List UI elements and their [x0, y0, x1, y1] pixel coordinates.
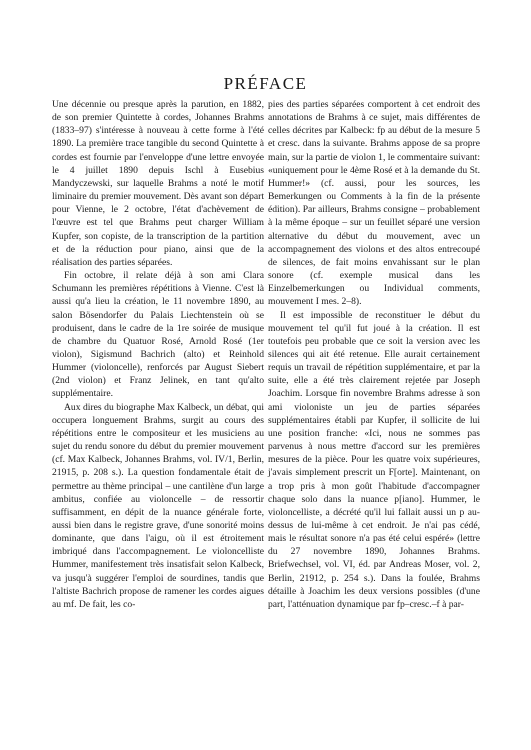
paragraph: Il est impossible de reconstituer le début du mouvement tel qu'il fut joué à la création. Il est toutefois peu probable que ce soit la version avec les silences qui ait été retenue. Elle aurait certainement requis un travail de répétition supplémentaire, et par la suite, elle a été très clairement rejetée par Joseph Joachim. Lorsque fin novembre Brahms adresse à son ami violoniste un jeu de parties séparées supplémentaires établi par Kupfer, il sollicite de lui une position franche: «Ici, nous ne sommes pas parvenus à nous mettre d'accord sur les premières mesures de la pièce. Pour les quatre voix supérieures, j'avais simplement prescrit un F[orte]. Maintenant, on a trop pris à mon goût l'habitude d'accompagner chaque solo dans la nuance p[iano]. Hummer, le violoncelliste, a décrété qu'il lui fallait aussi un p au-dessus de lui-même à cet endroit. Je n'ai pas cédé, mais le résultat sonore n'a pas été celui espéré» (lettre du 27 novembre 1890, Johannes Brahms. Briefwechsel, vol. VI, éd. par Andreas Moser, vol. 2, Berlin, 21912, p. 254 s.). Dans la foulée, Brahms détaille à Joachim les deux versions possibles (d'une part, l'atténuation dynamique par fp–cresc.–f à par-	[268, 309, 480, 610]
paragraph: pies des parties séparées comportent à cet endroit des annotations de Brahms à ce sujet, mais différentes de celles décrites par Kalbeck: fp au début de la mesure 5 et cresc. dans la suivante. Brahms appose de sa propre main, sur la partie de violon 1, le commentaire suivant: «uniquement pour le 4ème Rosé et à la demande du St. Hummer!» (cf. aussi, pour les sources, les Bemerkungen ou Comments à la fin de la présente édition). Par ailleurs, Brahms consigne – probablement à la même époque – sur un feuillet séparé une version alternative du début du mouvement, avec un accompagnement des violons et des altos entrecoupé de silences, de fait moins envahissant sur le plan sonore (cf. exemple musical dans les Einzelbemerkungen ou Individual comments, mouvement I mes. 2–8).	[268, 99, 480, 308]
paragraph: Une décennie ou presque après la parution, en 1882, de son premier Quintette à cordes, Johannes Brahms (1833–97) s'intéresse à nouveau à cette forme à l'été 1890. La première trace tangible du second Quintette à cordes est fournie par l'enveloppe d'une lettre envoyée le 4 juillet 1890 depuis Ischl à Eusebius Mandyczewski, sur laquelle Brahms a noté le motif liminaire du premier mouvement. Dès avant son départ pour Vienne, le 2 octobre, l'état d'achèvement de l'œuvre est tel que Brahms peut charger William Kupfer, son copiste, de la transcription de la partition et de la réduction pour piano, ainsi que de la réalisation des parties séparées.	[52, 99, 264, 268]
page-title: PRÉFACE	[223, 74, 308, 93]
paragraph: Fin octobre, il relate déjà à son ami Clara Schumann les premières répétitions à Vienne. C'est là aussi qu'a lieu la création, le 11 novembre 1890, au salon Bösendorfer du Palais Liechtenstein où se produisent, dans le cadre de la 1re soirée de musique de chambre du Quatuor Rosé, Arnold Rosé (1er violon), Sigismund Bachrich (alto) et Reinhold Hummer (violoncelle), renforcés par August Siebert (2nd violon) et Franz Jelinek, en tant qu'alto supplémentaire.	[52, 270, 264, 400]
left-column	[52, 98, 264, 611]
right-column	[268, 98, 480, 611]
paragraph: Aux dires du biographe Max Kalbeck, un débat, qui occupera longuement Brahms, surgit au cours des répétitions entre le compositeur et les musiciens au sujet du rendu sonore du début du premier mouvement (cf. Max Kalbeck, Johannes Brahms, vol. IV/1, Berlin, 21915, p. 208 s.). La question fondamentale était de permettre au thème principal – une cantilène d'un large ambitus, confiée au violoncelle – de ressortir suffisamment, en dépit de la nuance générale forte, aussi bien dans le registre grave, d'une sonorité moins dominante, que dans l'aigu, où il est étroitement imbriqué dans l'accompagnement. Le violoncelliste Hummer, manifestement très insatisfait selon Kalbeck, va jusqu'à suggérer l'emploi de sourdines, tandis que l'altiste Bachrich propose de ramener les cordes aigues au mf. De fait, les co-	[52, 401, 264, 610]
